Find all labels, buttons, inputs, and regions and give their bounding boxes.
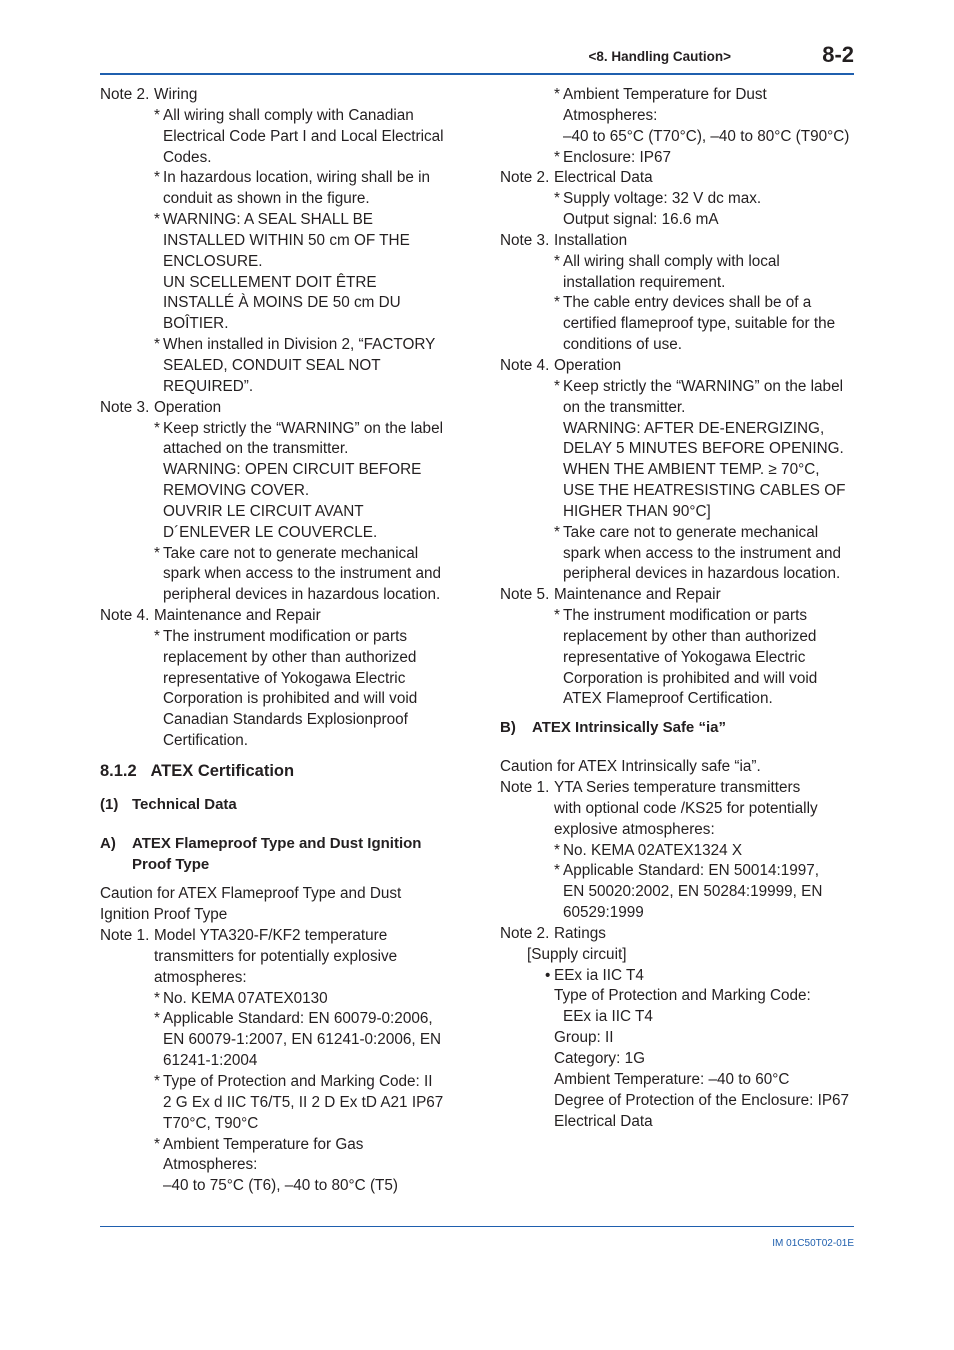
- text-line: spark when access to the instrument and: [563, 544, 842, 562]
- bullet-item: * Ambient Temperature for Gas Atmospheres: –40 to 75°C (T6), –40 to 80°C (T5): [100, 1135, 452, 1198]
- bullet-item: * In hazardous location, wiring shall be in conduit as shown in the figure.: [100, 168, 452, 210]
- bullet-item: * The instrument modification or parts replacement by other than authorized representative of Yokogawa Electric Corporation is prohibited and will void ATEX Flameproof Certification.: [500, 606, 854, 710]
- bullet-item: * Type of Protection and Marking Code: II 2 G Ex d IIC T6/T5, II 2 D Ex tD A21 IP67 T70°C, T90°C: [100, 1072, 452, 1135]
- text-line: 2 G Ex d IIC T6/T5, II 2 D Ex tD A21 IP67: [163, 1093, 444, 1111]
- text-line: representative of Yokogawa Electric: [163, 669, 406, 687]
- bullet-item: * Applicable Standard: EN 50014:1997, EN 50020:2002, EN 50284:19999, EN 60529:1999: [500, 861, 854, 924]
- bullet-item: * Supply voltage: 32 V dc max. Output signal: 16.6 mA: [500, 189, 854, 231]
- text-line: ATEX Flameproof Type and Dust Ignition: [132, 834, 422, 852]
- text-line: EN 50020:2002, EN 50284:19999, EN: [563, 883, 823, 901]
- text-line: INSTALLÉ À MOINS DE 50 cm DU: [163, 294, 401, 312]
- text-line: Canadian Standards Explosionproof: [163, 711, 408, 729]
- text-line: replacement by other than authorized: [163, 648, 417, 666]
- text-line: All wiring shall comply with Canadian: [163, 106, 414, 124]
- right-column: [500, 85, 854, 1132]
- text-line: WARNING: OPEN CIRCUIT BEFORE: [163, 461, 422, 479]
- bullet-item: * No. KEMA 02ATEX1324 X: [500, 841, 854, 862]
- text-line: peripheral devices in hazardous location.: [563, 565, 841, 583]
- note-heading: Note 4. Maintenance and Repair: [100, 607, 321, 625]
- subsection-heading: A) ATEX Flameproof Type and Dust Ignition Proof Type: [100, 834, 452, 876]
- text-line: REMOVING COVER.: [163, 482, 310, 500]
- text-line: Ambient Temperature for Dust: [563, 86, 767, 103]
- supply-circuit-label: [Supply circuit]: [527, 945, 627, 963]
- note-heading: Note 3. Installation: [500, 231, 628, 249]
- text-line: replacement by other than authorized: [563, 627, 817, 645]
- text-line: YTA Series temperature transmitters: [554, 779, 801, 796]
- text-line: atmospheres:: [154, 968, 247, 986]
- text-line: OUVRIR LE CIRCUIT AVANT: [163, 502, 364, 520]
- text-line: Applicable Standard: EN 50014:1997,: [563, 862, 819, 880]
- subsection-heading: (1) Technical Data: [100, 795, 237, 813]
- bullet-item: * Ambient Temperature for Dust Atmospheres: –40 to 65°C (T70°C), –40 to 80°C (T90°C): [500, 85, 854, 148]
- text-line: attached on the transmitter.: [163, 440, 349, 458]
- text-line: explosive atmospheres:: [554, 820, 715, 838]
- text-line: with optional code /KS25 for potentially: [554, 799, 818, 817]
- text-line: Ignition Proof Type: [100, 906, 228, 924]
- text-line: installation requirement.: [563, 273, 726, 291]
- footer-rule: [100, 1226, 854, 1227]
- text-line: Take care not to generate mechanical: [163, 544, 419, 562]
- text-line: peripheral devices in hazardous location.: [163, 586, 441, 604]
- doc-number: IM 01C50T02-01E: [772, 1238, 854, 1249]
- bullet-item: * Applicable Standard: EN 60079-0:2006, EN 60079-1:2007, EN 61241-0:2006, EN 61241-1:2004: [100, 1009, 452, 1072]
- text-line: 61241-1:2004: [163, 1052, 258, 1070]
- section-header-title: <8. Handling Caution>: [588, 49, 731, 64]
- bullet-item: * The instrument modification or parts replacement by other than authorized representative of Yokogawa Electric Corporation is prohibited and will void Canadian Standards Explosionproof Certification.: [100, 627, 452, 752]
- text-line: D´ENLEVER LE COUVERCLE.: [163, 523, 378, 541]
- text-line: WHEN THE AMBIENT TEMP. ≥ 70°C,: [563, 461, 820, 479]
- text-line: Ambient Temperature for Gas: [163, 1135, 364, 1153]
- text-line: Output signal: 16.6 mA: [563, 211, 719, 229]
- text-line: REQUIRED”.: [163, 377, 254, 395]
- text-line: Atmospheres:: [163, 1156, 258, 1174]
- bullet-item: * Keep strictly the “WARNING” on the label attached on the transmitter. WARNING: OPEN CIRCUIT BEFORE REMOVING COVER. OUVRIR LE CIRCUIT AVANT D´ENLEVER LE COUVERCLE.: [100, 419, 452, 544]
- caution-text: Caution for ATEX Intrinsically safe “ia”.: [500, 758, 761, 776]
- text-line: DELAY 5 MINUTES BEFORE OPENING.: [563, 440, 844, 458]
- text-line: transmitters for potentially explosive: [154, 947, 398, 965]
- text-line: In hazardous location, wiring shall be in: [163, 169, 431, 187]
- page-number: 8-2: [822, 42, 854, 67]
- bullet-item: * All wiring shall comply with Canadian Electrical Code Part I and Local Electrical Codes.: [100, 106, 452, 169]
- text-line: Electrical Data: [554, 1112, 653, 1130]
- subsection-heading: B) ATEX Intrinsically Safe “ia”: [500, 719, 726, 737]
- text-line: USE THE HEATRESISTING CABLES OF: [563, 482, 846, 500]
- note-heading: Note 1. Model YTA320-F/KF2 temperature transmitters for potentially explosive atmospheres:: [100, 926, 452, 989]
- text-line: EN 60079-1:2007, EN 61241-0:2006, EN: [163, 1031, 442, 1049]
- note-heading: Note 2. Ratings: [500, 924, 606, 942]
- text-line: Supply voltage: 32 V dc max.: [563, 190, 762, 208]
- text-line: ATEX Flameproof Certification.: [563, 690, 773, 708]
- text-line: No. KEMA 07ATEX0130: [163, 989, 328, 1007]
- text-line: 60529:1999: [563, 904, 644, 922]
- text-line: INSTALLED WITHIN 50 cm OF THE: [163, 231, 410, 249]
- dot-item: • EEx ia IIC T4: [545, 966, 644, 984]
- text-line: The instrument modification or parts: [163, 627, 408, 645]
- text-line: on the transmitter.: [563, 398, 686, 416]
- note-heading: Note 2. Wiring: [100, 86, 198, 103]
- text-line: spark when access to the instrument and: [163, 565, 442, 583]
- text-line: Keep strictly the “WARNING” on the label: [163, 419, 443, 437]
- text-line: Corporation is prohibited and will void: [563, 669, 818, 687]
- text-line: Category: 1G: [554, 1049, 645, 1067]
- text-line: Caution for ATEX Flameproof Type and Dust: [100, 885, 402, 903]
- text-line: The cable entry devices shall be of a: [563, 294, 812, 312]
- text-line: Enclosure: IP67: [563, 148, 671, 166]
- note-heading: Note 3. Operation: [100, 398, 222, 416]
- note-heading: Note 1. YTA Series temperature transmitters with optional code /KS25 for potentially explosive atmospheres:: [500, 778, 854, 841]
- text-line: When installed in Division 2, “FACTORY: [163, 336, 436, 354]
- text-line: Corporation is prohibited and will void: [163, 690, 418, 708]
- text-line: Degree of Protection of the Enclosure: IP67: [554, 1091, 850, 1109]
- text-line: SEALED, CONDUIT SEAL NOT: [163, 356, 381, 374]
- text-line: UN SCELLEMENT DOIT ÊTRE: [163, 273, 377, 291]
- caution-text: [100, 884, 452, 926]
- bullet-item: * Enclosure: IP67: [500, 148, 854, 169]
- text-line: representative of Yokogawa Electric: [563, 648, 806, 666]
- text-line: certified flameproof type, suitable for the: [563, 315, 836, 333]
- text-line: Certification.: [163, 732, 249, 750]
- text-line: WARNING: A SEAL SHALL BE: [163, 211, 373, 229]
- note-heading: Note 5. Maintenance and Repair: [500, 586, 721, 604]
- text-line: Applicable Standard: EN 60079-0:2006,: [163, 1010, 433, 1028]
- text-line: Ambient Temperature: –40 to 60°C: [554, 1070, 790, 1088]
- note-heading: Note 2. Electrical Data: [500, 169, 653, 187]
- bullet-item: * Take care not to generate mechanical spark when access to the instrument and peripheral devices in hazardous location.: [500, 523, 854, 586]
- bullet-item: * All wiring shall comply with local installation requirement.: [500, 252, 854, 294]
- text-line: Take care not to generate mechanical: [563, 523, 819, 541]
- text-line: T70°C, T90°C: [163, 1114, 259, 1132]
- text-line: WARNING: AFTER DE-ENERGIZING,: [563, 419, 825, 437]
- bullet-item: * No. KEMA 07ATEX0130: [100, 989, 452, 1010]
- text-line: All wiring shall comply with local: [563, 252, 780, 270]
- note-heading: Note 4. Operation: [500, 356, 622, 374]
- text-line: Type of Protection and Marking Code: II: [163, 1072, 433, 1090]
- bullet-item: * Keep strictly the “WARNING” on the label on the transmitter. WARNING: AFTER DE-ENERGIZING, DELAY 5 MINUTES BEFORE OPENING. WHEN THE AMBIENT TEMP. ≥ 70°C, USE THE HEATRESISTING CABLES OF HIGHER THAN 90°C]: [500, 377, 854, 523]
- text-line: Atmospheres:: [563, 106, 658, 124]
- text-line: Electrical Code Part I and Local Electrical: [163, 127, 444, 145]
- text-line: ENCLOSURE.: [163, 252, 263, 270]
- ratings-text: Type of Protection and Marking Code:: [554, 987, 811, 1005]
- left-column: [100, 85, 452, 1197]
- text-line: Model YTA320-F/KF2 temperature: [154, 927, 388, 945]
- bullet-item: * WARNING: A SEAL SHALL BE INSTALLED WITHIN 50 cm OF THE ENCLOSURE. UN SCELLEMENT DOIT ÊTRE INSTALLÉ À MOINS DE 50 cm DU BOÎTIER.: [100, 210, 452, 335]
- text-line: No. KEMA 02ATEX1324 X: [563, 841, 743, 859]
- text-line: BOÎTIER.: [163, 315, 229, 333]
- text-line: Codes.: [163, 148, 212, 166]
- text-line: The instrument modification or parts: [563, 607, 808, 625]
- text-line: Group: II: [554, 1029, 614, 1047]
- ratings-list: [500, 1028, 854, 1132]
- text-line: conduit as shown in the figure.: [163, 190, 370, 208]
- text-line: Proof Type: [132, 855, 210, 873]
- header-rule: [100, 73, 854, 75]
- bullet-item: * When installed in Division 2, “FACTORY SEALED, CONDUIT SEAL NOT REQUIRED”.: [100, 335, 452, 398]
- section-heading: 8.1.2 ATEX Certification: [100, 762, 295, 780]
- text-line: Keep strictly the “WARNING” on the label: [563, 377, 843, 395]
- text-line: –40 to 75°C (T6), –40 to 80°C (T5): [163, 1177, 398, 1195]
- text-line: HIGHER THAN 90°C]: [563, 502, 711, 520]
- text-line: –40 to 65°C (T70°C), –40 to 80°C (T90°C): [563, 127, 850, 145]
- bullet-item: * Take care not to generate mechanical spark when access to the instrument and peripheral devices in hazardous location.: [100, 544, 452, 607]
- text-line: conditions of use.: [563, 336, 683, 354]
- ratings-text: EEx ia IIC T4: [563, 1008, 653, 1026]
- bullet-item: * The cable entry devices shall be of a certified flameproof type, suitable for the conditions of use.: [500, 293, 854, 356]
